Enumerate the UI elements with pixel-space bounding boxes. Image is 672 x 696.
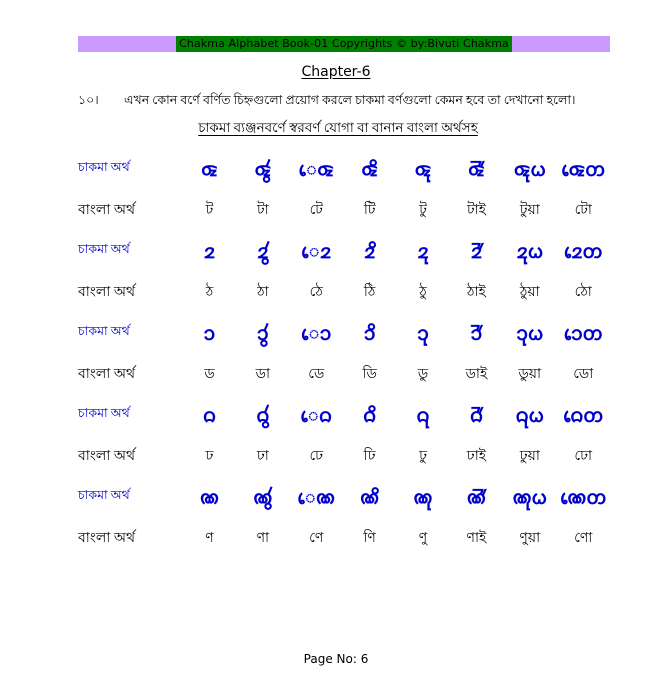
intro-line-2-text: চাকমা ব্যঞ্জনবর্ণে স্বরবর্ণ যোগা বা বানান বাংলা অর্থসহ [198, 120, 478, 135]
bangla-glyph: ঢে [309, 448, 324, 464]
bangla-glyph: ণে [309, 530, 324, 546]
chakma-glyph: 𑄑𑄬𑄖 [561, 158, 606, 181]
bangla-glyph: ড [204, 366, 215, 382]
bangla-glyph: ঠো [574, 284, 592, 300]
bangla-glyph: ঠাই [467, 284, 486, 300]
row-label-chakma: চাকমা অর্থ [78, 487, 130, 502]
chakma-glyph: 𑄓𑄰 [470, 240, 483, 263]
bangla-glyph: ডে [308, 366, 325, 382]
chakma-glyph: 𑄘𑄬𑄖 [563, 322, 603, 345]
bangla-glyph: ণি [363, 530, 376, 546]
row-label-bangla: বাংলা অর্থ [78, 448, 136, 464]
chakma-glyph: 𑄘𑄨 [363, 322, 376, 345]
chakma-glyph: 𑄘𑄮 [257, 322, 269, 345]
bangla-glyph: টি [363, 202, 376, 218]
bangla-glyph: ডু [417, 366, 429, 382]
table-row [78, 189, 610, 230]
chakma-glyph: 𑄙𑄰 [469, 404, 483, 427]
chapter-title [0, 64, 672, 80]
copyright-banner-text: Chakma Alphabet Book-01 Copyrights © by:Bivuti Chakma [176, 36, 512, 52]
chakma-glyph: 𑄑𑄮 [254, 158, 272, 181]
chapter-title-text: Chapter-6 [301, 64, 371, 80]
chakma-glyph: 𑄚𑄬𑄖 [560, 486, 607, 509]
intro-block [78, 92, 598, 140]
row-label-bangla: বাংলা অর্থ [78, 284, 136, 300]
chakma-glyph: 𑄚 [199, 486, 219, 509]
chakma-glyph: 𑄙 [202, 404, 216, 427]
bangla-glyph: ঠু [419, 284, 427, 300]
chakma-glyph: 𑄙𑄪 [416, 404, 430, 427]
bangla-glyph: ট [205, 202, 214, 218]
copyright-banner [78, 36, 610, 52]
bangla-glyph: ঠে [309, 284, 323, 300]
table-row [78, 271, 610, 312]
chakma-glyph: 𑄑𑄪 [414, 158, 432, 181]
intro-line-1-text: এখন কোন বর্ণে বর্ণিত চিহ্নগুলো প্রয়োগ করলে চাকমা বর্ণগুলো কেমন হবে তা দেখানো হলো। [124, 93, 576, 107]
chakma-glyph: 𑄬𑄚 [297, 486, 336, 509]
chakma-glyph: 𑄑𑄰 [468, 158, 485, 181]
bangla-glyph: টে [309, 202, 323, 218]
bangla-glyph: ঠা [257, 284, 269, 300]
row-label-chakma: চাকমা অর্থ [78, 405, 130, 420]
chakma-glyph: 𑄓𑄮 [257, 240, 269, 263]
bangla-glyph: ণা [256, 530, 270, 546]
intro-line-2 [78, 117, 598, 140]
chakma-glyph: 𑄚𑄨 [360, 486, 380, 509]
chakma-glyph: 𑄓𑄬𑄖 [564, 240, 603, 263]
intro-item-number: ১০। [78, 93, 99, 107]
chakma-glyph: 𑄑𑄨 [361, 158, 378, 181]
chakma-glyph: 𑄬𑄑 [298, 158, 334, 181]
chakma-glyph: 𑄙𑄪𑄠 [515, 404, 544, 427]
bangla-glyph: ঢাই [466, 448, 487, 464]
bangla-glyph: ঢি [363, 448, 376, 464]
bangla-glyph: ঢু [419, 448, 427, 464]
row-label-chakma: চাকমা অর্থ [78, 241, 130, 256]
table-row [78, 517, 610, 558]
bangla-glyph: ণু [418, 530, 428, 546]
chakma-glyph: 𑄘𑄰 [470, 322, 483, 345]
bangla-glyph: ণ [205, 530, 214, 546]
table-row [78, 230, 610, 271]
bangla-glyph: ণাই [466, 530, 487, 546]
alphabet-table [78, 148, 610, 558]
chakma-glyph: 𑄬𑄙 [300, 404, 333, 427]
bangla-glyph: টা [257, 202, 269, 218]
chakma-glyph: 𑄑𑄪𑄠 [513, 158, 546, 181]
bangla-glyph: ণো [574, 530, 593, 546]
page-number-label: Page No: 6 [303, 652, 369, 666]
bangla-glyph: ণুয়া [519, 530, 541, 546]
row-label-bangla: বাংলা অর্থ [78, 202, 136, 218]
row-label-chakma: চাকমা অর্থ [78, 323, 130, 338]
bangla-glyph: ডাই [465, 366, 488, 382]
chakma-glyph: 𑄓𑄪𑄠 [516, 240, 544, 263]
chakma-glyph: 𑄓𑄪 [417, 240, 429, 263]
alphabet-table-body [78, 148, 610, 558]
bangla-glyph: ঠুয়া [519, 284, 540, 300]
intro-line-1 [78, 92, 598, 112]
bangla-glyph: ঢা [256, 448, 269, 464]
chakma-glyph: 𑄙𑄬𑄖 [563, 404, 604, 427]
chakma-glyph: 𑄚𑄮 [253, 486, 273, 509]
table-row [78, 148, 610, 189]
table-row [78, 353, 610, 394]
chakma-glyph: 𑄚𑄪𑄠 [512, 486, 547, 509]
bangla-glyph: টো [574, 202, 592, 218]
chakma-glyph: 𑄘 [203, 322, 216, 345]
chakma-glyph: 𑄚𑄰 [466, 486, 486, 509]
page-footer [0, 652, 672, 666]
table-row [78, 476, 610, 517]
bangla-glyph: ডা [255, 366, 271, 382]
bangla-glyph: ঠ [205, 284, 214, 300]
bangla-glyph: টুয়া [519, 202, 540, 218]
chakma-glyph: 𑄓𑄨 [363, 240, 376, 263]
bangla-glyph: ঢুয়া [519, 448, 540, 464]
bangla-glyph: টু [419, 202, 427, 218]
bangla-glyph: ডুয়া [518, 366, 542, 382]
chakma-glyph: 𑄙𑄨 [363, 404, 377, 427]
table-row [78, 312, 610, 353]
bangla-glyph: ঢো [574, 448, 593, 464]
chakma-glyph: 𑄚𑄪 [413, 486, 433, 509]
table-row [78, 435, 610, 476]
chakma-glyph: 𑄬𑄘 [301, 322, 332, 345]
chakma-glyph: 𑄓 [203, 240, 216, 263]
chakma-glyph: 𑄑 [201, 158, 218, 181]
table-row [78, 394, 610, 435]
row-label-chakma: চাকমা অর্থ [78, 159, 130, 174]
chakma-glyph: 𑄙𑄮 [256, 404, 270, 427]
row-label-bangla: বাংলা অর্থ [78, 366, 136, 382]
bangla-glyph: টাই [466, 202, 486, 218]
bangla-glyph: ঢ [205, 448, 214, 464]
chakma-glyph: 𑄘𑄪 [417, 322, 429, 345]
bangla-glyph: ডো [573, 366, 594, 382]
chakma-glyph: 𑄘𑄪𑄠 [516, 322, 544, 345]
row-label-bangla: বাংলা অর্থ [78, 530, 136, 546]
chakma-glyph: 𑄬𑄓 [301, 240, 332, 263]
bangla-glyph: ঠি [363, 284, 376, 300]
bangla-glyph: ডি [362, 366, 377, 382]
